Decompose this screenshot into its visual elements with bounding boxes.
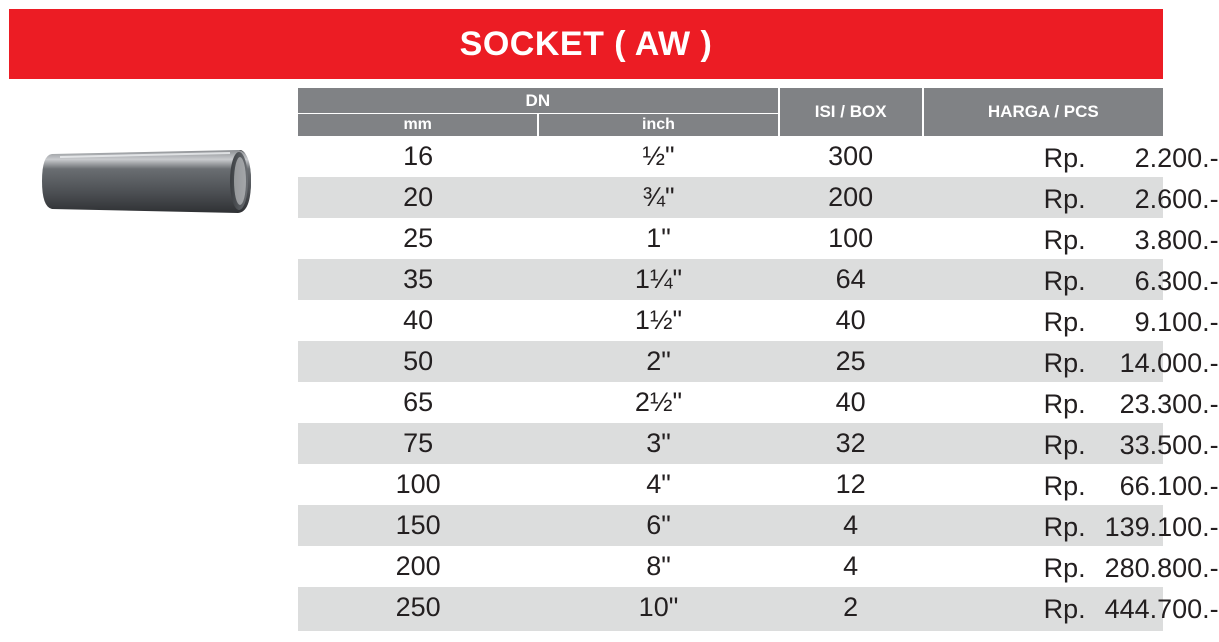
- isi-cell: 4: [779, 505, 923, 546]
- price-cell: [923, 423, 1219, 464]
- inch-cell: 1": [646, 223, 671, 253]
- socket-product-image: [40, 130, 255, 235]
- price-cell: [923, 505, 1219, 546]
- price-cell: [923, 136, 1219, 177]
- price-table: [298, 88, 1219, 631]
- isi-cell: 32: [779, 423, 923, 464]
- isi-cell: 2: [779, 587, 923, 630]
- currency-label: Rp.: [1043, 266, 1086, 296]
- price-cell: [923, 546, 1219, 587]
- price-cell: [923, 218, 1219, 259]
- currency-label: Rp.: [1043, 594, 1086, 624]
- table-row: [298, 341, 1163, 382]
- table-row: [298, 300, 1163, 341]
- table-row: [298, 382, 1163, 423]
- price-cell: [923, 300, 1219, 341]
- currency-label: Rp.: [1043, 553, 1086, 583]
- table-row: [298, 587, 1163, 630]
- inch-cell: 8": [646, 551, 671, 581]
- currency-label: Rp.: [1043, 307, 1086, 337]
- table-row: [298, 546, 1163, 587]
- price-cell: [923, 259, 1219, 300]
- inch-cell: 1½": [634, 305, 683, 335]
- isi-cell: 200: [779, 177, 923, 218]
- title-banner: [9, 9, 1163, 79]
- isi-cell: 64: [779, 259, 923, 300]
- price-value: 23.300.-: [1119, 389, 1219, 419]
- price-cell: [923, 177, 1219, 218]
- table-row: [298, 423, 1163, 464]
- isi-cell: 4: [843, 551, 859, 581]
- table-row: [298, 218, 1163, 259]
- inch-cell: 3": [538, 423, 778, 464]
- table-row: [298, 505, 1163, 546]
- currency-label: Rp.: [1043, 471, 1086, 501]
- table-row: [298, 259, 1163, 300]
- inch-cell: ½": [642, 141, 675, 171]
- price-value: 3.800.-: [1134, 225, 1219, 255]
- mm-cell: 40: [403, 305, 434, 335]
- currency-label: Rp.: [1043, 143, 1086, 173]
- isi-cell: 40: [835, 387, 866, 417]
- isi-box-header: ISI / BOX: [779, 88, 923, 136]
- price-cell: [923, 587, 1219, 630]
- price-value: 2.200.-: [1134, 143, 1219, 173]
- price-cell: [923, 382, 1219, 423]
- mm-cell: 150: [298, 505, 538, 546]
- inch-cell: 2½": [634, 387, 683, 417]
- inch-cell: 2": [538, 341, 778, 382]
- mm-cell: 16: [403, 141, 434, 171]
- mm-cell: 200: [395, 551, 441, 581]
- isi-cell: 40: [835, 305, 866, 335]
- mm-cell: 75: [298, 423, 538, 464]
- currency-label: Rp.: [1043, 348, 1086, 378]
- mm-cell: 100: [395, 469, 441, 499]
- currency-label: Rp.: [1043, 389, 1086, 419]
- currency-label: Rp.: [1043, 430, 1086, 460]
- price-value: 9.100.-: [1134, 307, 1219, 337]
- inch-cell: 4": [646, 469, 671, 499]
- isi-cell: 100: [828, 223, 874, 253]
- inch-cell: 1¼": [538, 259, 778, 300]
- isi-cell: 300: [828, 141, 874, 171]
- mm-header: mm: [298, 114, 538, 137]
- price-value: 280.800.-: [1104, 553, 1219, 583]
- harga-pcs-header: HARGA / PCS: [923, 88, 1163, 136]
- price-value: 2.600.-: [1134, 184, 1219, 214]
- price-cell: [923, 464, 1219, 505]
- header-row-top: [298, 88, 1163, 114]
- price-cell: [923, 341, 1219, 382]
- price-value: 139.100.-: [1104, 512, 1219, 542]
- price-value: 6.300.-: [1134, 266, 1219, 296]
- currency-label: Rp.: [1043, 184, 1086, 214]
- inch-cell: 6": [538, 505, 778, 546]
- table-row: [298, 464, 1163, 505]
- isi-cell: 25: [779, 341, 923, 382]
- inch-cell: 10": [538, 587, 778, 630]
- price-value: 14.000.-: [1119, 348, 1219, 378]
- price-value: 66.100.-: [1119, 471, 1219, 501]
- mm-cell: 65: [403, 387, 434, 417]
- mm-cell: 25: [403, 223, 434, 253]
- price-value: 444.700.-: [1104, 594, 1219, 624]
- table-row: [298, 177, 1163, 218]
- dn-group-header: DN: [298, 88, 779, 114]
- mm-cell: 50: [298, 341, 538, 382]
- inch-cell: ¾": [538, 177, 778, 218]
- table-row: [298, 136, 1163, 177]
- inch-header: inch: [538, 114, 778, 137]
- currency-label: Rp.: [1043, 512, 1086, 542]
- price-value: 33.500.-: [1119, 430, 1219, 460]
- mm-cell: 250: [298, 587, 538, 630]
- currency-label: Rp.: [1043, 225, 1086, 255]
- mm-cell: 20: [298, 177, 538, 218]
- page-title: SOCKET ( AW ): [459, 24, 713, 63]
- isi-cell: 12: [835, 469, 866, 499]
- mm-cell: 35: [298, 259, 538, 300]
